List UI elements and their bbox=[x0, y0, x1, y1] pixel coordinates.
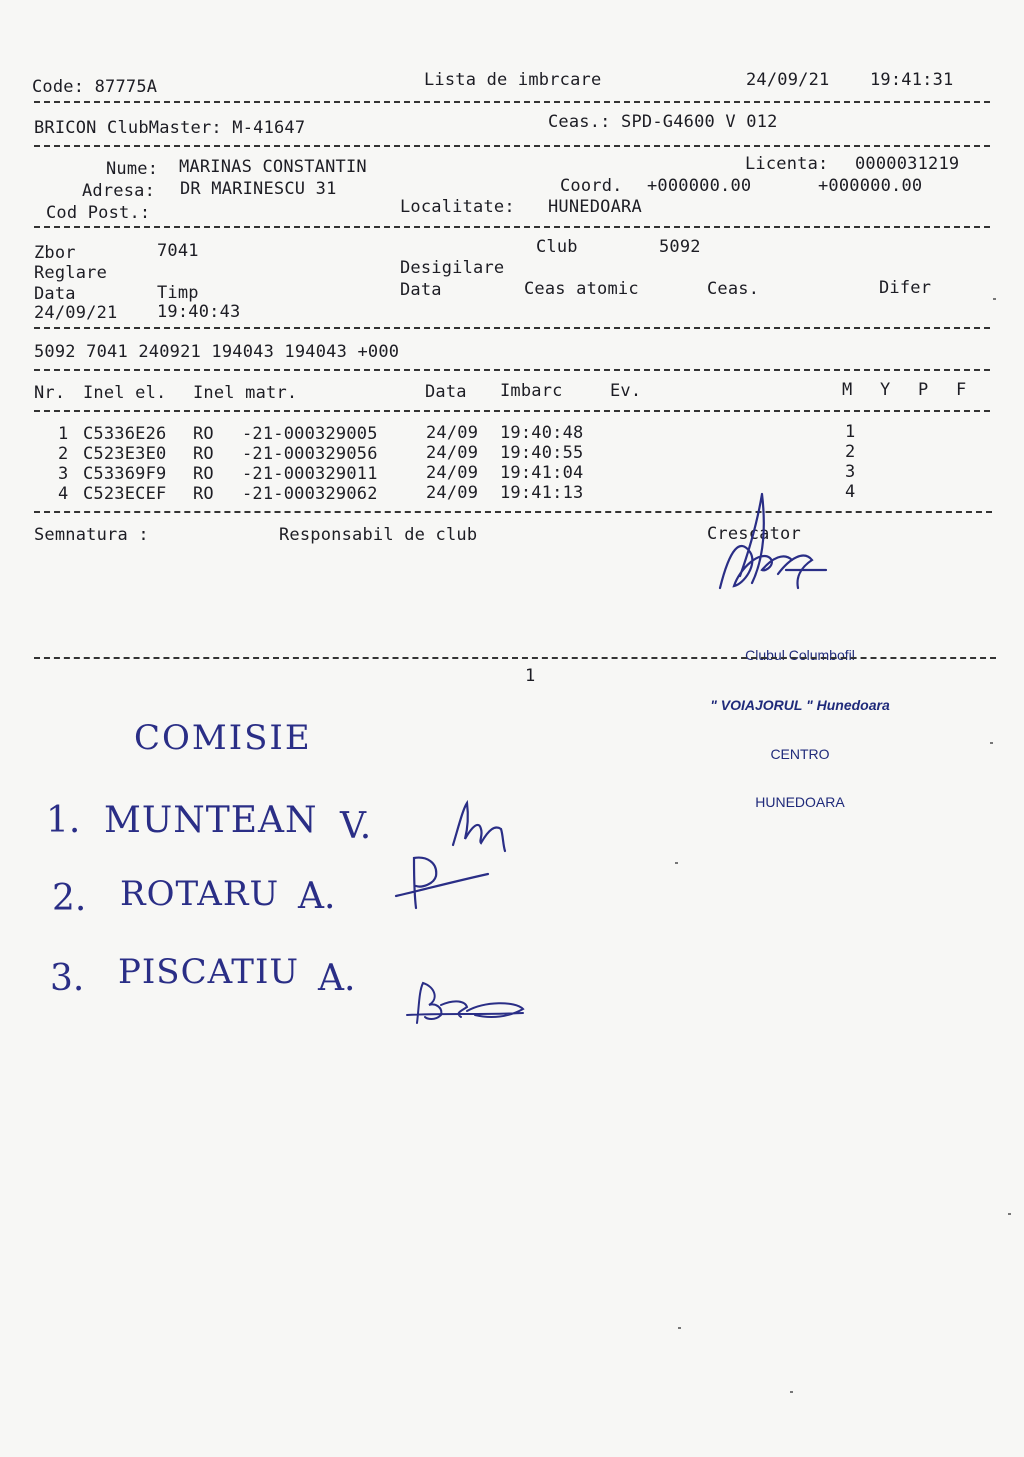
club-label: Club bbox=[536, 237, 578, 257]
zbor-label: Zbor bbox=[34, 243, 76, 263]
member-name: ROTARU bbox=[120, 874, 280, 914]
desigilare-label: Desigilare bbox=[400, 258, 505, 278]
postal-label: Cod Post.: bbox=[46, 203, 151, 223]
coord-label: Coord. bbox=[560, 176, 623, 196]
stamp-line-1: Clubul Columbofil bbox=[745, 647, 855, 663]
header-time: 19:41:31 bbox=[870, 70, 954, 90]
col-inel-el: Inel el. bbox=[83, 383, 167, 403]
club-responsible-label: Responsabil de club bbox=[279, 525, 478, 545]
row-inel-matr: -21-000329011 bbox=[242, 464, 378, 484]
col-y: Y bbox=[880, 380, 891, 400]
row-m: 2 bbox=[845, 442, 856, 462]
stamp-line-3: CENTRO bbox=[770, 746, 830, 762]
signature-label: Semnatura : bbox=[34, 525, 149, 545]
col-m: M bbox=[842, 380, 853, 400]
coord-lat: +000000.00 bbox=[647, 176, 752, 196]
member-initial: V. bbox=[340, 806, 372, 847]
row-m: 3 bbox=[845, 462, 856, 482]
zbor-value: 7041 bbox=[157, 241, 199, 261]
row-m: 4 bbox=[845, 482, 856, 502]
flight-code-line: 5092 7041 240921 194043 194043 +000 bbox=[34, 342, 400, 362]
member-name: PISCATIU bbox=[118, 952, 300, 992]
col-nr: Nr. bbox=[34, 383, 66, 403]
row-time: 19:41:13 bbox=[500, 483, 584, 503]
row-country: RO bbox=[193, 484, 214, 504]
row-nr: 1 bbox=[58, 424, 69, 444]
difer-label: Difer bbox=[879, 278, 932, 298]
separator bbox=[34, 101, 990, 103]
row-inel-matr: -21-000329005 bbox=[242, 424, 378, 444]
license-label: Licenta: bbox=[745, 154, 829, 174]
member-number: 3. bbox=[50, 958, 85, 999]
row-time: 19:40:55 bbox=[500, 443, 584, 463]
reglare-date: 24/09/21 bbox=[34, 303, 118, 323]
row-nr: 4 bbox=[58, 484, 69, 504]
row-country: RO bbox=[193, 444, 214, 464]
ceas-label: Ceas. bbox=[707, 279, 760, 299]
row-m: 1 bbox=[845, 422, 856, 442]
member-signature bbox=[392, 852, 492, 916]
row-time: 19:40:48 bbox=[500, 423, 584, 443]
row-inel-matr: -21-000329056 bbox=[242, 444, 378, 464]
scan-speck bbox=[990, 742, 993, 744]
code-label: Code: 87775A bbox=[32, 77, 158, 97]
separator bbox=[34, 657, 996, 659]
scan-speck bbox=[790, 1391, 793, 1393]
row-country: RO bbox=[193, 424, 214, 444]
col-imbarc: Imbarc bbox=[500, 381, 563, 401]
clock-id: Ceas.: SPD-G4600 V 012 bbox=[548, 112, 778, 132]
reglare-time: 19:40:43 bbox=[157, 302, 241, 322]
separator bbox=[34, 145, 990, 147]
breeder-signature bbox=[700, 488, 840, 598]
club-stamp bbox=[690, 615, 910, 842]
row-inel-el: C53369F9 bbox=[83, 464, 167, 484]
separator bbox=[34, 511, 992, 513]
scan-speck bbox=[993, 298, 996, 300]
license-number: 0000031219 bbox=[855, 154, 960, 174]
member-number: 2. bbox=[52, 878, 87, 919]
row-country: RO bbox=[193, 464, 214, 484]
page-number: 1 bbox=[525, 666, 536, 686]
data-label: Data bbox=[34, 284, 76, 304]
breeder-label: Crescator bbox=[707, 524, 801, 544]
club-value: 5092 bbox=[659, 237, 701, 257]
separator bbox=[34, 327, 990, 329]
locality: HUNEDOARA bbox=[548, 197, 642, 217]
row-inel-el: C523ECEF bbox=[83, 484, 167, 504]
member-name: MUNTEAN bbox=[104, 800, 318, 841]
row-nr: 3 bbox=[58, 464, 69, 484]
scan-speck bbox=[675, 862, 678, 864]
reglare-label: Reglare bbox=[34, 263, 108, 283]
coord-lon: +000000.00 bbox=[818, 176, 923, 196]
row-inel-el: C5336E26 bbox=[83, 424, 167, 444]
member-initial: A. bbox=[318, 958, 356, 999]
row-date: 24/09 bbox=[426, 483, 479, 503]
row-nr: 2 bbox=[58, 444, 69, 464]
member-signature bbox=[445, 795, 515, 855]
row-date: 24/09 bbox=[426, 423, 479, 443]
scan-speck bbox=[1008, 1213, 1011, 1215]
row-inel-el: C523E3E0 bbox=[83, 444, 167, 464]
col-ev: Ev. bbox=[610, 381, 642, 401]
document-title: Lista de imbrcare bbox=[424, 70, 602, 90]
locality-label: Localitate: bbox=[400, 197, 515, 217]
system-id: BRICON ClubMaster: M-41647 bbox=[34, 118, 306, 138]
address-label: Adresa: bbox=[82, 181, 156, 201]
owner-name: MARINAS CONSTANTIN bbox=[179, 157, 367, 177]
separator bbox=[34, 226, 990, 228]
ceas-atomic-label: Ceas atomic bbox=[524, 279, 639, 299]
col-inel-matr: Inel matr. bbox=[193, 383, 298, 403]
member-number: 1. bbox=[46, 800, 81, 841]
stamp-line-2: " VOIAJORUL " Hunedoara bbox=[710, 697, 890, 713]
stamp-line-4: HUNEDOARA bbox=[755, 794, 845, 810]
commission-heading: COMISIE bbox=[134, 718, 312, 758]
row-date: 24/09 bbox=[426, 443, 479, 463]
row-date: 24/09 bbox=[426, 463, 479, 483]
header-date: 24/09/21 bbox=[746, 70, 830, 90]
owner-address: DR MARINESCU 31 bbox=[180, 179, 337, 199]
data-label-2: Data bbox=[400, 280, 442, 300]
member-signature bbox=[405, 975, 530, 1030]
timp-label: Timp bbox=[157, 283, 199, 303]
col-p: P bbox=[918, 380, 929, 400]
col-f: F bbox=[956, 380, 967, 400]
col-data: Data bbox=[425, 382, 467, 402]
scan-speck bbox=[678, 1327, 681, 1329]
separator bbox=[34, 369, 990, 371]
row-inel-matr: -21-000329062 bbox=[242, 484, 378, 504]
name-label: Nume: bbox=[106, 159, 159, 179]
separator bbox=[34, 410, 990, 412]
member-initial: A. bbox=[298, 876, 336, 917]
row-time: 19:41:04 bbox=[500, 463, 584, 483]
